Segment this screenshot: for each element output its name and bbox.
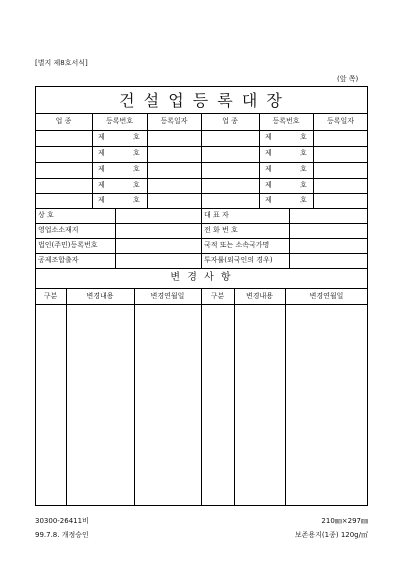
reg-no-suffix: 호 <box>133 196 140 204</box>
paper-size: 210㎜×297㎜ <box>321 517 368 525</box>
reg-no-prefix: 제 <box>98 181 105 189</box>
divider <box>201 208 202 268</box>
header-regno-left: 등록번호 <box>105 117 134 125</box>
reg-no-suffix: 호 <box>300 165 307 173</box>
reg-no-prefix: 제 <box>265 133 272 141</box>
header-category-right: 구분 <box>210 292 225 300</box>
label-office-address: 영업소소재지 <box>38 226 79 234</box>
reg-no-suffix: 호 <box>133 165 140 173</box>
header-regdate-right: 등록일자 <box>326 117 355 125</box>
reg-no-suffix: 호 <box>300 181 307 189</box>
approval-note: 99.7.8. 개정승인 <box>35 531 89 539</box>
form-code: 30300-26411비 <box>35 517 89 525</box>
header-regno-right: 등록번호 <box>272 117 300 125</box>
reg-no-prefix: 제 <box>98 196 105 204</box>
reg-no-prefix: 제 <box>98 133 105 141</box>
reg-no-suffix: 호 <box>300 133 307 141</box>
divider <box>289 208 290 268</box>
form-id-label: [별지 제8호서식] <box>35 59 88 67</box>
divider <box>313 113 314 208</box>
header-change-date-left: 변경연월일 <box>150 292 185 300</box>
divider <box>234 288 235 506</box>
divider <box>35 268 368 269</box>
header-regdate-left: 등록일자 <box>160 117 188 125</box>
reg-no-prefix: 제 <box>265 181 272 189</box>
paper-spec: 보존용지(1종) 120g/㎡ <box>294 531 368 539</box>
header-category-left: 구분 <box>43 292 58 300</box>
divider <box>285 288 286 506</box>
divider <box>201 113 202 208</box>
divider <box>201 288 202 506</box>
reg-no-prefix: 제 <box>265 165 272 173</box>
reg-no-suffix: 호 <box>300 149 307 157</box>
reg-no-suffix: 호 <box>133 133 140 141</box>
label-trade-name: 상 호 <box>38 211 54 219</box>
label-guild-investment: 공제조합출자 <box>38 256 79 264</box>
header-trade-left: 업 종 <box>55 117 72 125</box>
divider <box>66 288 67 506</box>
divider <box>259 113 260 208</box>
reg-no-prefix: 제 <box>265 149 272 157</box>
label-nationality: 국적 또는 소속국가명 <box>204 241 270 249</box>
divider <box>134 288 135 506</box>
label-investor-ratio: 투자률(외국인의 경우) <box>204 256 273 264</box>
header-change-content-left: 변경내용 <box>86 292 114 300</box>
label-corp-number: 법인(주민)등록번호 <box>38 241 98 249</box>
changes-title: 변 경 사 항 <box>170 272 233 283</box>
reg-no-suffix: 호 <box>133 181 140 189</box>
divider <box>115 208 116 268</box>
divider <box>147 113 148 208</box>
header-change-date-right: 변경연월일 <box>309 292 344 300</box>
side-label: (앞 쪽) <box>337 75 359 83</box>
reg-no-prefix: 제 <box>98 165 105 173</box>
label-phone: 전 화 번 호 <box>204 226 238 234</box>
reg-no-prefix: 제 <box>265 196 272 204</box>
reg-no-suffix: 호 <box>300 196 307 204</box>
header-trade-right: 업 종 <box>222 117 238 125</box>
form-title: 건 설 업 등 록 대 장 <box>119 91 284 110</box>
reg-no-prefix: 제 <box>98 149 105 157</box>
label-representative: 대 표 자 <box>204 211 229 219</box>
reg-no-suffix: 호 <box>133 149 140 157</box>
divider <box>92 113 93 208</box>
header-change-content-right: 변경내용 <box>245 292 274 300</box>
